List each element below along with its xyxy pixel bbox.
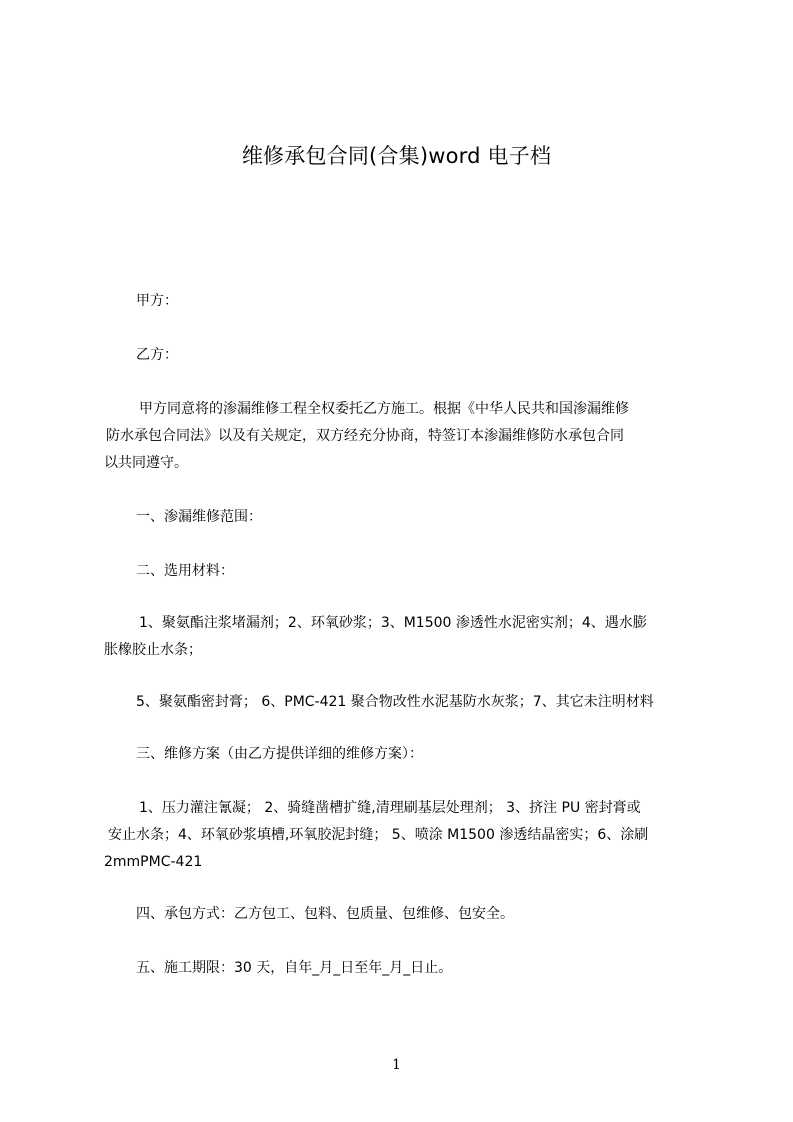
party-a-label: 甲方： [136, 293, 178, 309]
intro-paragraph-line-2: 防水承包合同法》以及有关规定，双方经充分协商，特签订本渗漏维修防水承包合同 [106, 428, 624, 444]
section-4-heading: 四、承包方式：乙方包工、包料、包质量、包维修、包安全。 [136, 906, 514, 922]
section-1-heading: 一、渗漏维修范围： [136, 509, 262, 525]
materials-line-3: 5、聚氨酯密封膏； 6、PMC-421 聚合物改性水泥基防水灰浆；7、其它未注明材料 [136, 694, 654, 710]
party-b-label: 乙方： [136, 347, 178, 363]
plan-line-1: 1、压力灌注氰凝； 2、骑缝凿槽扩缝,清理刷基层处理剂； 3、挤注 PU 密封膏或 [139, 800, 641, 816]
page-number: 1 [392, 1057, 401, 1073]
section-5-heading: 五、施工期限：30 天，自年_月_日至年_月_日止。 [136, 960, 453, 976]
materials-line-2: 胀橡胶止水条； [104, 642, 202, 658]
intro-paragraph-line-3: 以共同遵守。 [104, 455, 188, 471]
plan-line-2: 安止水条；4、环氧砂浆填槽,环氧胶泥封缝； 5、喷涂 M1500 渗透结晶密实；6、涂刷 [108, 827, 649, 843]
section-3-heading: 三、维修方案（由乙方提供详细的维修方案）： [136, 746, 423, 762]
intro-paragraph-line-1: 甲方同意将的渗漏维修工程全权委托乙方施工。根据《中华人民共和国渗漏维修 [139, 401, 629, 417]
materials-line-1: 1、聚氨酯注浆堵漏剂；2、环氧砂浆；3、M1500 渗透性水泥密实剂；4、遇水膨 [139, 615, 647, 631]
section-2-heading: 二、选用材料： [136, 563, 234, 579]
plan-line-3: 2mmPMC-421 [104, 854, 203, 870]
document-title: 维修承包合同(合集)word 电子档 [241, 144, 552, 168]
